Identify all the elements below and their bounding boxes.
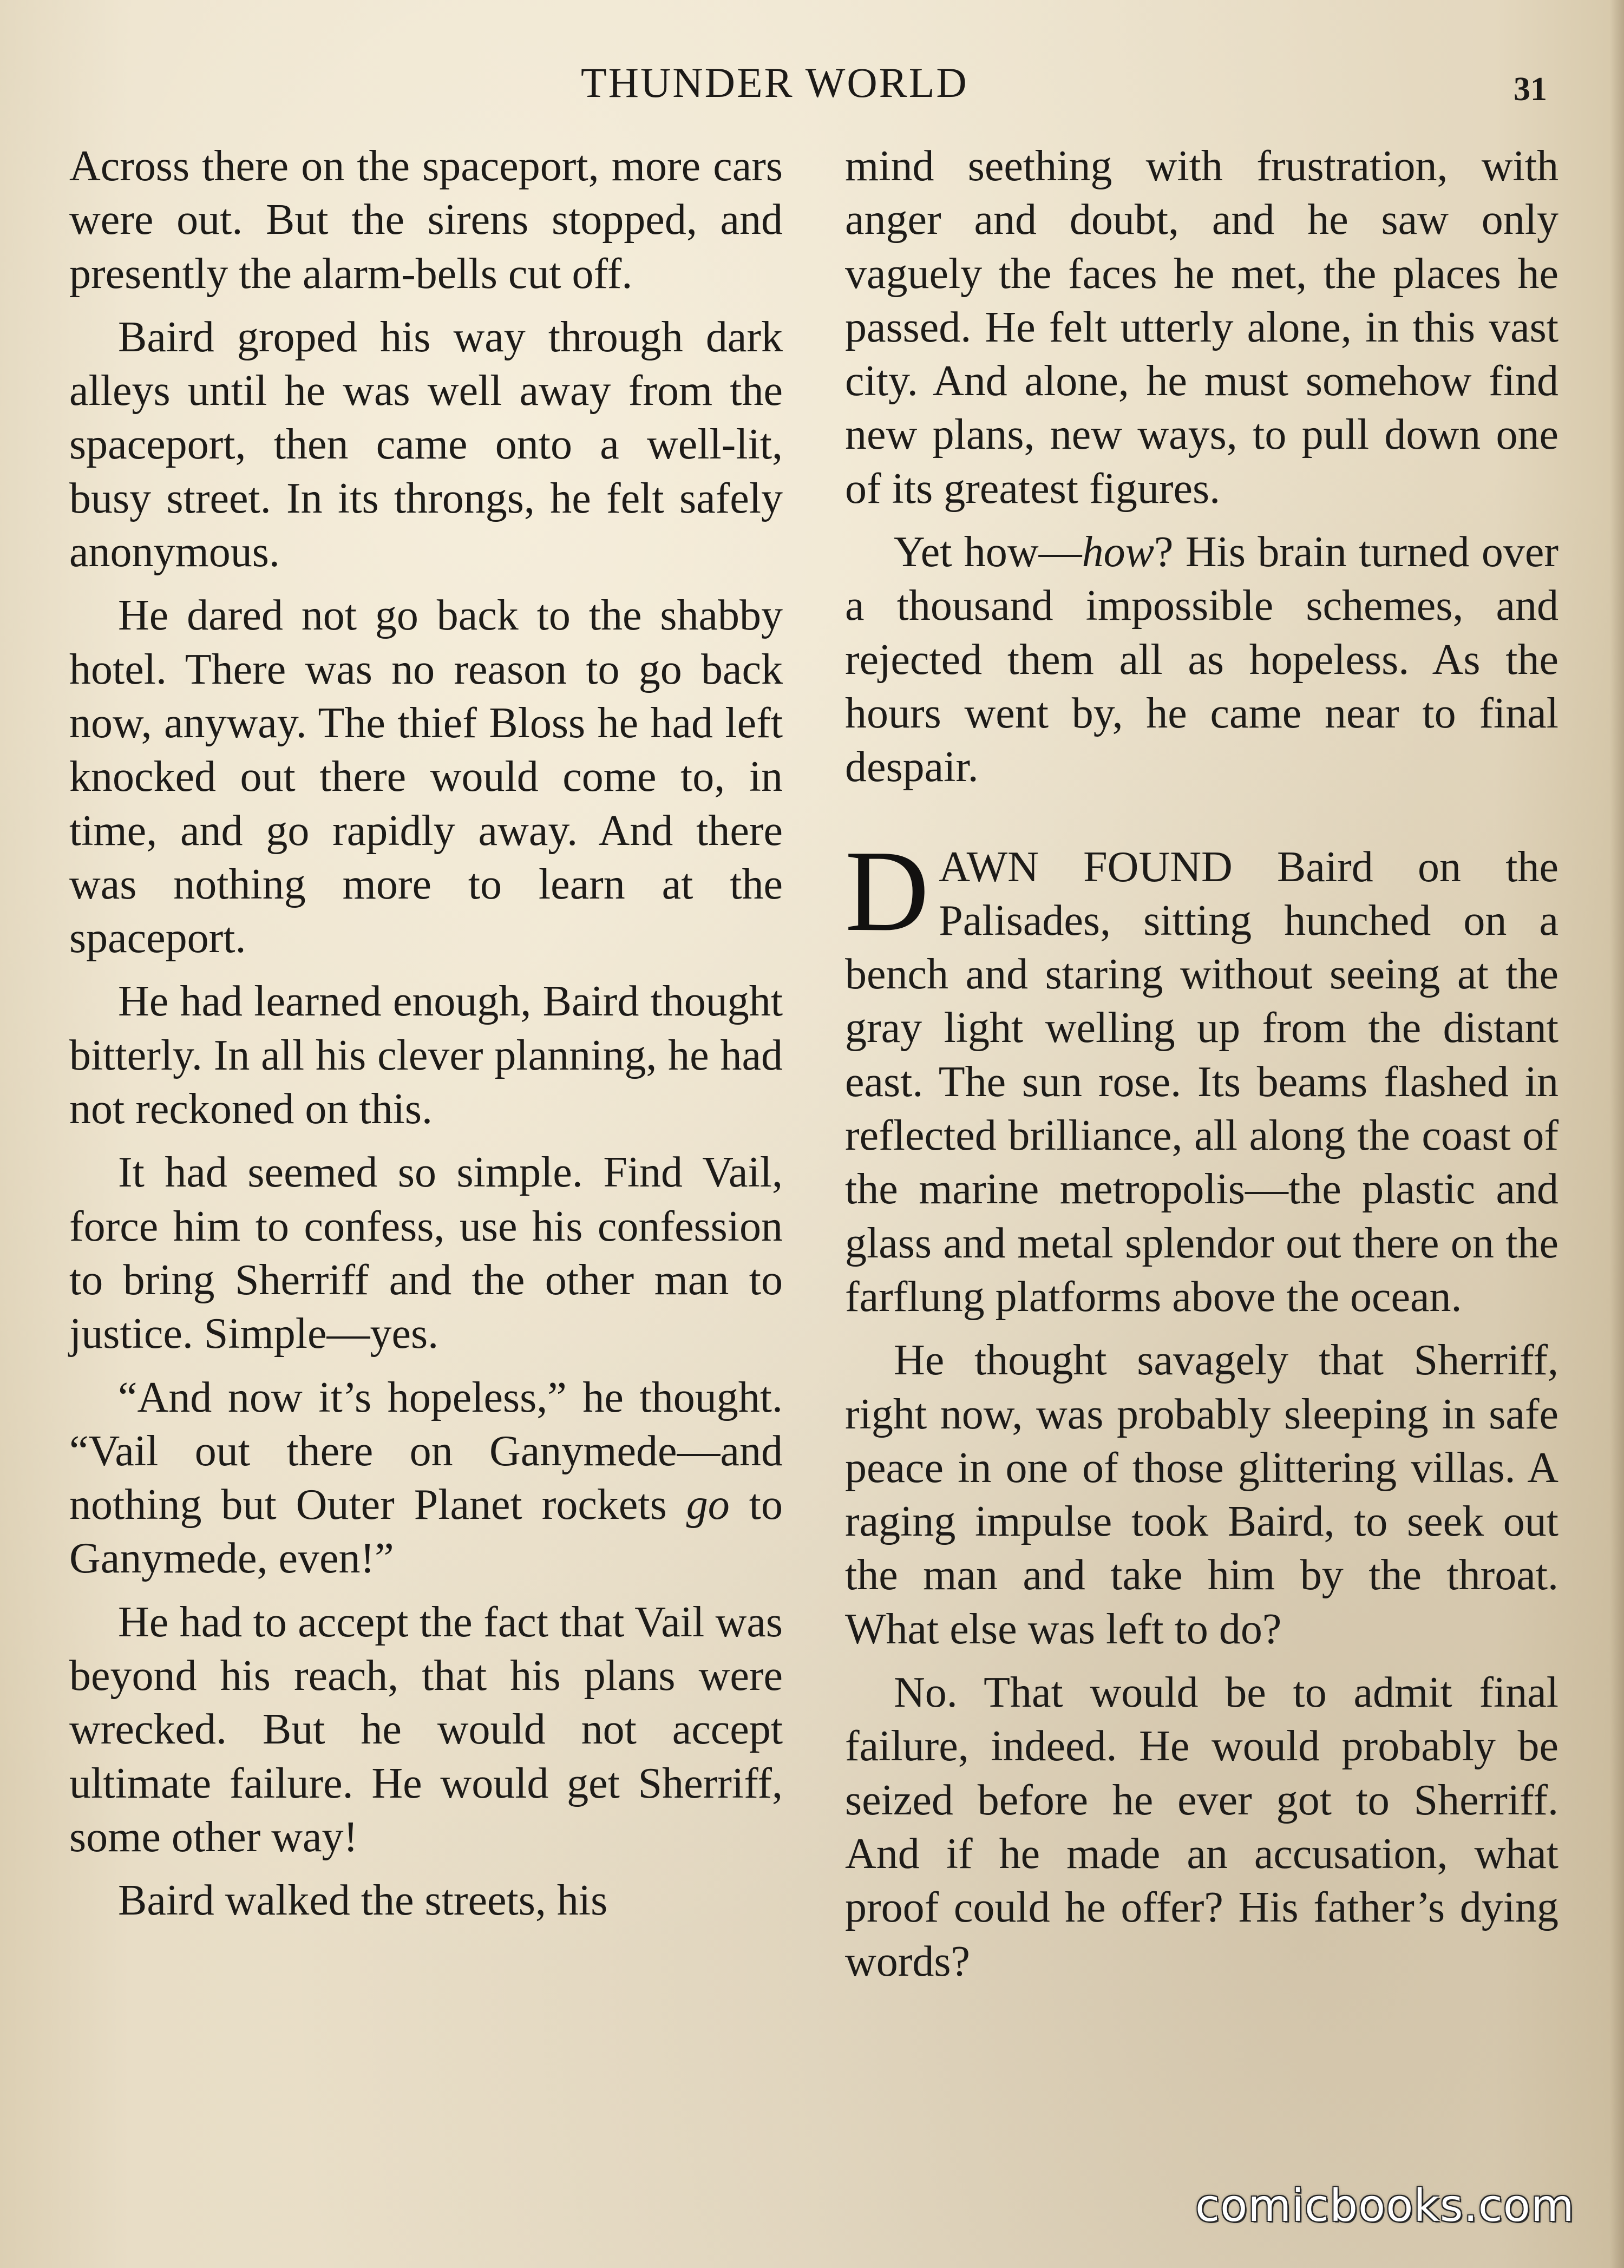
watermark: comicbooks.com <box>1195 2180 1575 2232</box>
paragraph-6-emphasis: go <box>686 1481 730 1529</box>
section-opening-paragraph <box>845 825 1558 1325</box>
left-column <box>69 140 783 2197</box>
paragraph-2: Baird groped his way through dark alleys until he was well away from the spaceport, then came onto a well-lit, busy street. In its throngs, he felt safely anonymous. <box>69 313 783 576</box>
paragraph-yet-how <box>845 526 1558 794</box>
running-title: THUNDER WORLD <box>581 59 968 106</box>
paragraph-yet-how-text-a: Yet how— <box>894 528 1082 576</box>
paragraph-7: He had to accept the fact that Vail was beyond his reach, that his plans were wrecked. But he would not accept ultimate failure. He would get Sherriff, some other way! <box>69 1598 783 1861</box>
page-number: 31 <box>1514 71 1547 108</box>
right-column <box>845 140 1558 2197</box>
paragraph-no: No. That would be to admit final failure, indeed. He would probably be seized before he ever got to Sherriff. And if he made an accusation, what proof could he offer? His father’s dying words? <box>845 1669 1558 1985</box>
paragraph-yet-how-text-b: ? His brain turned over a thousand impossible schemes, and rejected them all as hopeless. As the hours went by, he came near to final despair. <box>845 528 1558 791</box>
paragraph-savagely: He thought savagely that Sherriff, right now, was probably sleeping in safe peace in one of those glittering villas. A raging impulse took Baird, to seek out the man and take him by the throat. What else was left to do? <box>845 1336 1558 1653</box>
section-opening-text: AWN FOUND Baird on the Palisades, sitting hunched on a bench and staring without seeing at the gray light welling up from the distant east. The sun rose. Its beams flashed in reflected brilliance, all along the coast of the marine metropolis—the plastic and glass and metal splendor out there on the farflung platforms above the ocean. <box>845 843 1558 1321</box>
paragraph-3: He dared not go back to the shabby hotel. There was no reason to go back now, anyway. The thief Bloss he had left knocked out there would come to, in time, and go rapidly away. And there was nothing more to learn at the spaceport. <box>69 592 783 962</box>
paragraph-6-text-a: “And now it’s hopeless,” he thought. “Vail out there on Ganymede—and nothing but Outer Planet rockets <box>69 1373 783 1529</box>
drop-cap: D <box>845 825 929 955</box>
paragraph-continued: mind seething with frustration, with anger and doubt, and he saw only vaguely the faces he met, the places he passed. He felt utterly alone, in this vast city. And alone, he must somehow find new plans, new ways, to pull down one of its greatest figures. <box>845 142 1558 513</box>
page-edge-shadow <box>1610 0 1624 2268</box>
paragraph-6-text-b: to Ganymede, even!” <box>69 1481 783 1583</box>
paragraph-6 <box>69 1371 783 1586</box>
paragraph-yet-how-emphasis: how <box>1082 528 1154 576</box>
page-header <box>0 58 1624 113</box>
paragraph-4: He had learned enough, Baird thought bitterly. In all his clever planning, he had not reckoned on this. <box>69 978 783 1133</box>
paragraph-1: Across there on the spaceport, more cars were out. But the sirens stopped, and presently the alarm-bells cut off. <box>69 142 783 298</box>
paragraph-8: Baird walked the streets, his <box>118 1877 608 1925</box>
paragraph-5: It had seemed so simple. Find Vail, force him to confess, use his confession to bring Sherriff and the other man to justice. Simple—yes. <box>69 1149 783 1358</box>
